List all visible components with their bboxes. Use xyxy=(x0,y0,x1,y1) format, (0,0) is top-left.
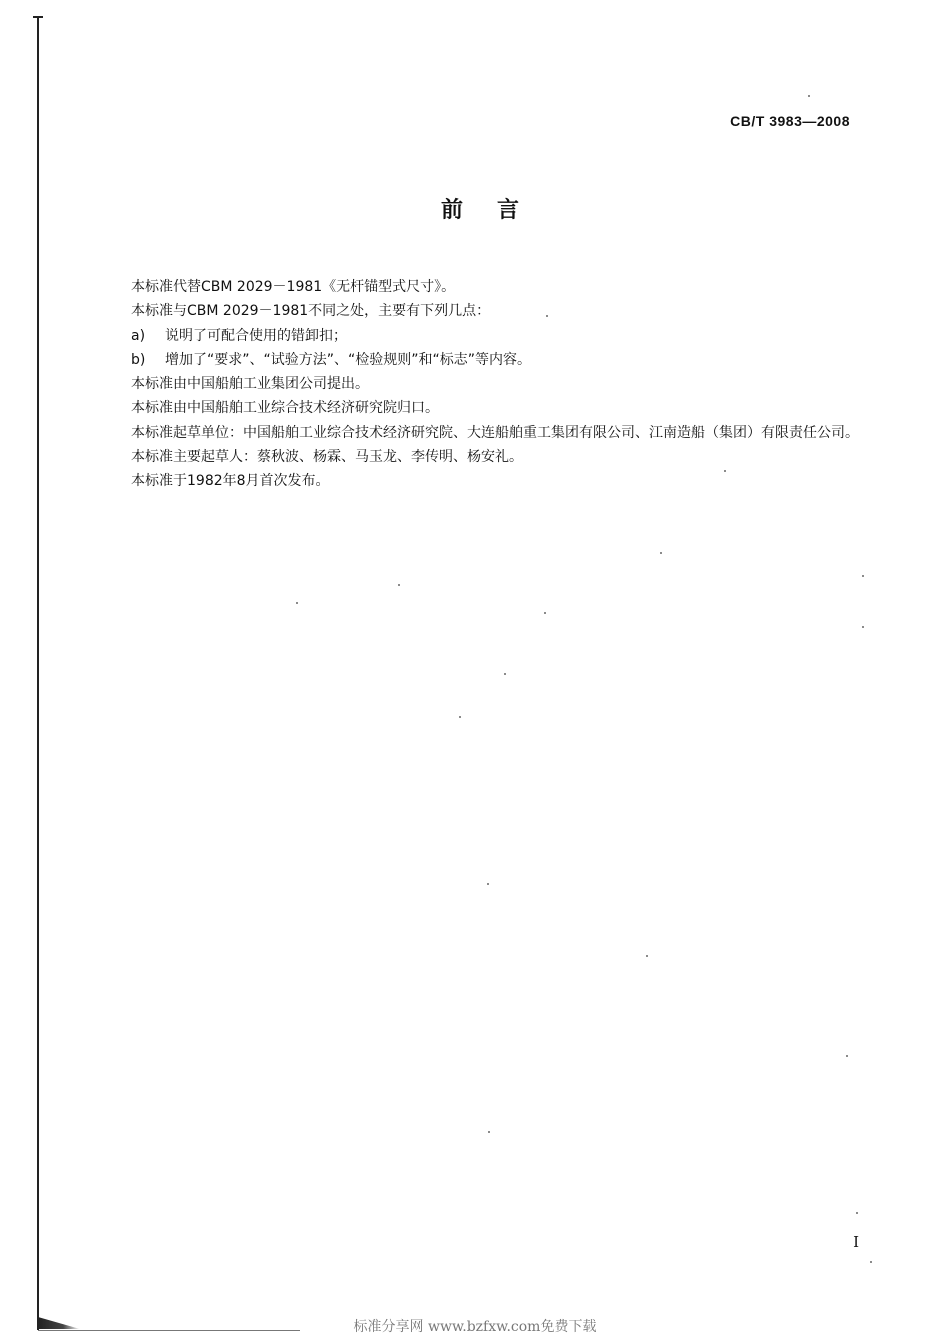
scan-speck xyxy=(646,955,648,957)
scan-speck xyxy=(459,716,461,718)
scan-speck xyxy=(724,470,726,472)
scan-speck xyxy=(862,575,864,577)
paragraph-replaces: 本标准代替CBM 2029－1981《无杆锚型式尺寸》。 xyxy=(131,279,456,295)
scan-speck xyxy=(504,673,506,675)
scan-speck xyxy=(546,315,548,317)
standard-number: CB/T 3983—2008 xyxy=(730,113,850,129)
list-text-b: 增加了“要求”、“试验方法”、“检验规则”和“标志”等内容。 xyxy=(165,351,532,368)
list-marker-a: a) xyxy=(131,327,146,344)
scan-speck xyxy=(296,602,298,604)
scan-speck xyxy=(398,584,400,586)
list-marker-b: b) xyxy=(131,351,146,368)
list-item-b xyxy=(97,348,862,372)
page-title: 前言 xyxy=(440,198,553,223)
scan-speck xyxy=(870,1261,872,1263)
paragraph-differences: 本标准与CBM 2029－1981不同之处，主要有下列几点： xyxy=(131,303,491,320)
scan-speck xyxy=(846,1055,848,1057)
list-item-a xyxy=(97,324,862,348)
scan-speck xyxy=(808,95,810,97)
scan-speck xyxy=(856,1212,858,1214)
scan-speck xyxy=(487,883,489,885)
paragraph-first-issue: 本标准于1982年8月首次发布。 xyxy=(131,473,330,490)
scan-speck xyxy=(544,612,546,614)
footer-watermark: 标准分享网 www.bzfxw.com免费下载 xyxy=(353,1319,597,1335)
paragraph-drafters: 本标准主要起草人：蔡秋波、杨霖、马玉龙、李传明、杨安礼。 xyxy=(131,449,523,466)
scan-speck xyxy=(862,626,864,628)
paragraph-proposer: 本标准由中国船舶工业集团公司提出。 xyxy=(131,376,369,393)
scan-speck xyxy=(660,552,662,554)
scan-speck xyxy=(488,1131,490,1133)
paragraph-drafting-units: 本标准起草单位：中国船舶工业综合技术经济研究院、大连船舶重工集团有限公司、江南造船（集团）有限责任公司。 xyxy=(131,424,859,441)
preface-body xyxy=(97,275,862,494)
page-number: I xyxy=(853,1233,859,1251)
list-text-a: 说明了可配合使用的错卸扣； xyxy=(165,327,347,344)
paragraph-centralizer: 本标准由中国船舶工业综合技术经济研究院归口。 xyxy=(131,400,439,417)
